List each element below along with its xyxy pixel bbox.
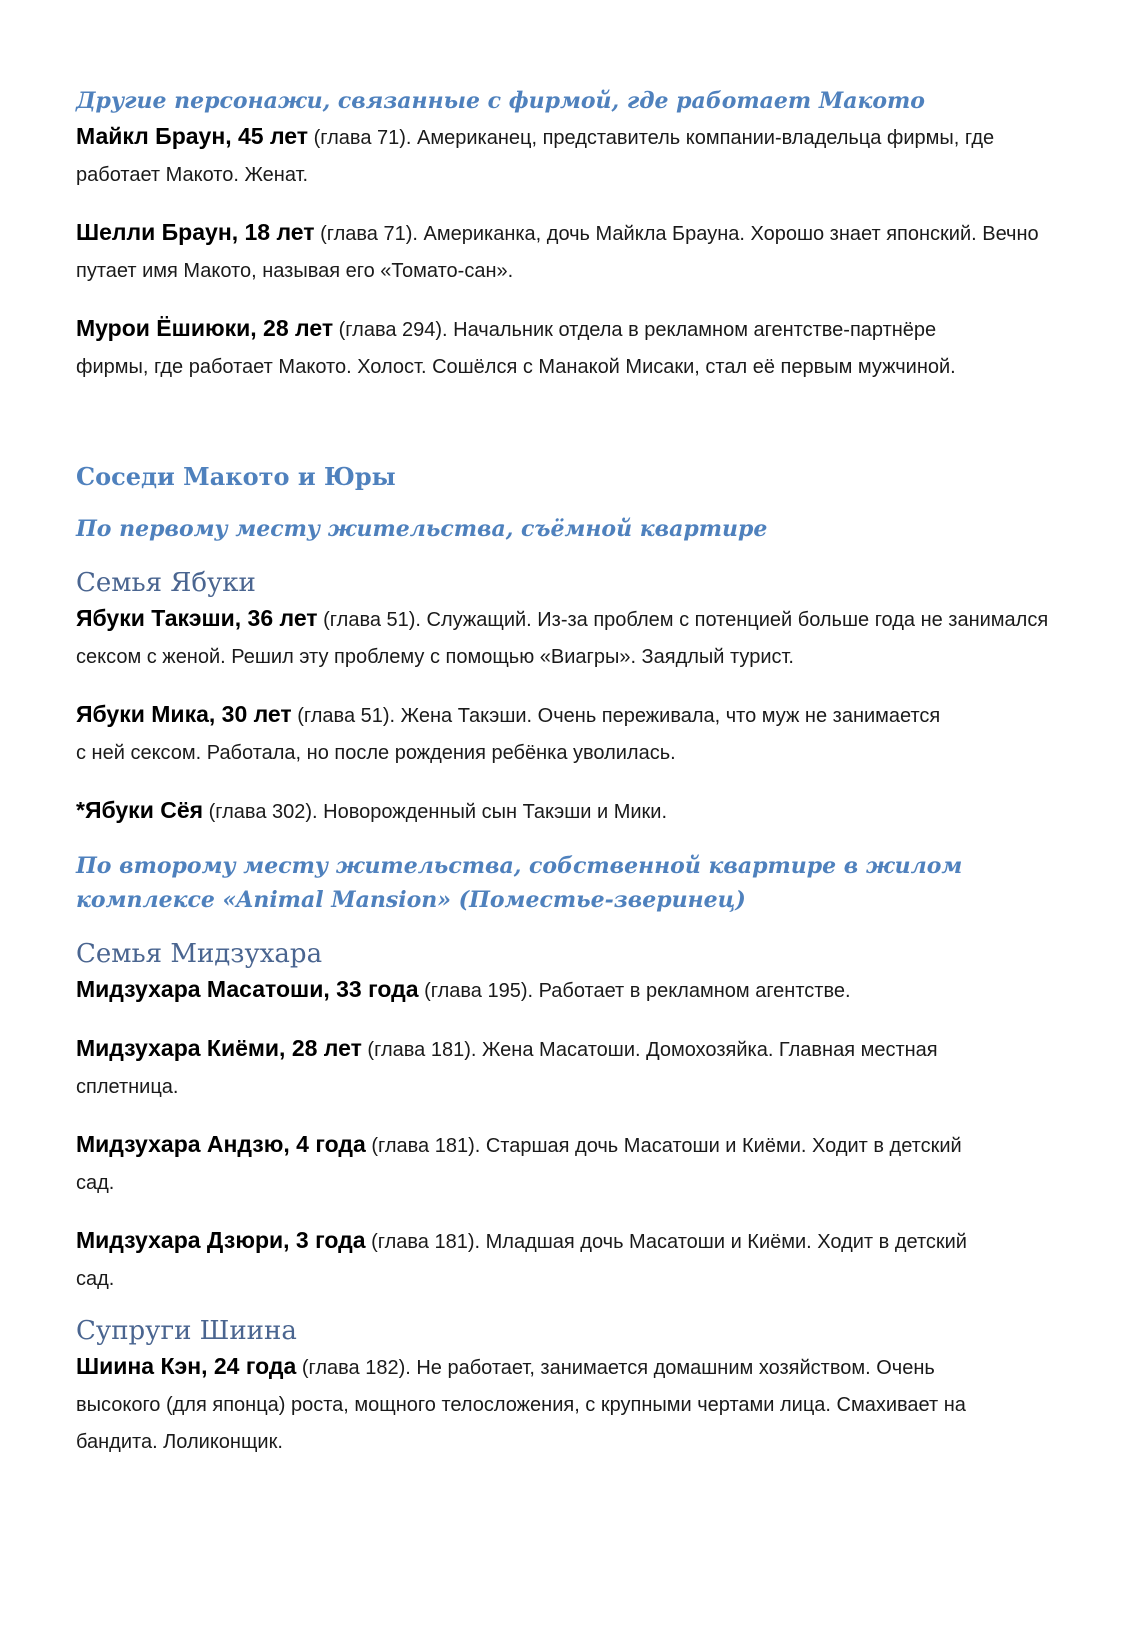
section-heading-neighbors: Соседи Макото и Юры [76,462,396,491]
document-page [76,84,1066,1461]
entry-midzuhara-masatoshi [76,971,1066,1010]
entry-michael-brown [76,118,1066,194]
subheading-first-residence: По первому месту жительства, съёмной квартире [76,516,768,542]
subheading-second-residence: По второму месту жительства, собственной квартире в жилом комплексе «Animal Mansion» (Поместье-зверинец) [76,853,963,913]
entry-midzuhara-andzyu [76,1126,976,1202]
entry-shelly-brown [76,214,1066,290]
entry-name: Ябуки Мика, 30 лет [76,701,292,727]
entry-yabuki-shoya [76,792,1066,831]
family-heading-shiina: Супруги Шиина [76,1316,297,1346]
family-heading-midzuhara: Семья Мидзухара [76,939,323,969]
entry-yabuki-mika [76,696,946,772]
entry-text: (глава 181). Старшая дочь Масатоши и Киёми. Ходит в детский сад. [76,1135,962,1194]
entry-name: *Ябуки Сёя [76,797,204,823]
entry-text: (глава 182). Не работает, занимается домашним хозяйством. Очень высокого (для японца) роста, мощного телосложения, с крупными чертами лица. Смахивает на бандита. Лоликонщик. [76,1357,966,1453]
entry-text: (глава 195). Работает в рекламном агентстве. [418,980,851,1002]
entry-name: Мидзухара Масатоши, 33 года [76,976,419,1002]
family-heading-yabuki: Семья Ябуки [76,568,256,598]
entry-name: Шиина Кэн, 24 года [76,1353,297,1379]
entry-name: Ябуки Такэши, 36 лет [76,605,318,631]
entry-name: Мурои Ёшиюки, 28 лет [76,315,334,341]
entry-yabuki-takeshi [76,600,1066,676]
entry-text: (глава 71). Американка, дочь Майкла Брауна. Хорошо знает японский. Вечно путает имя Макото, называя его «Томато-сан». [76,223,1039,282]
entry-name: Мидзухара Андзю, 4 года [76,1131,366,1157]
entry-name: Майкл Браун, 45 лет [76,123,309,149]
entry-name: Мидзухара Дзюри, 3 года [76,1227,366,1253]
entry-text: (глава 181). Жена Масатоши. Домохозяйка. Главная местная сплетница. [76,1039,938,1098]
entry-text: (глава 302). Новорожденный сын Такэши и Мики. [203,801,668,823]
entry-text: (глава 51). Жена Такэши. Очень переживала, что муж не занимается с ней сексом. Работала, но после рождения ребёнка уволилась. [76,705,941,764]
entry-midzuhara-dzyuri [76,1222,986,1298]
entry-muroi-yoshiyuki [76,310,976,386]
entry-text: (глава 71). Американец, представитель компании-владельца фирмы, где работает Макото. Женат. [76,127,995,186]
entry-shiina-ken [76,1348,1006,1461]
subheading-company-characters: Другие персонажи, связанные с фирмой, где работает Макото [76,88,925,114]
entry-text: (глава 294). Начальник отдела в рекламном агентстве-партнёре фирмы, где работает Макото. Холост. Сошёлся с Манакой Мисаки, стал её первым мужчиной. [76,319,956,378]
entry-midzuhara-kiyomi [76,1030,956,1106]
entry-name: Шелли Браун, 18 лет [76,219,315,245]
entry-text: (глава 181). Младшая дочь Масатоши и Киёми. Ходит в детский сад. [76,1231,967,1290]
entry-text: (глава 51). Служащий. Из-за проблем с потенцией больше года не занимался сексом с женой. Решил эту проблему с помощью «Виагры». Заядлый турист. [76,609,1049,668]
entry-name: Мидзухара Киёми, 28 лет [76,1035,362,1061]
